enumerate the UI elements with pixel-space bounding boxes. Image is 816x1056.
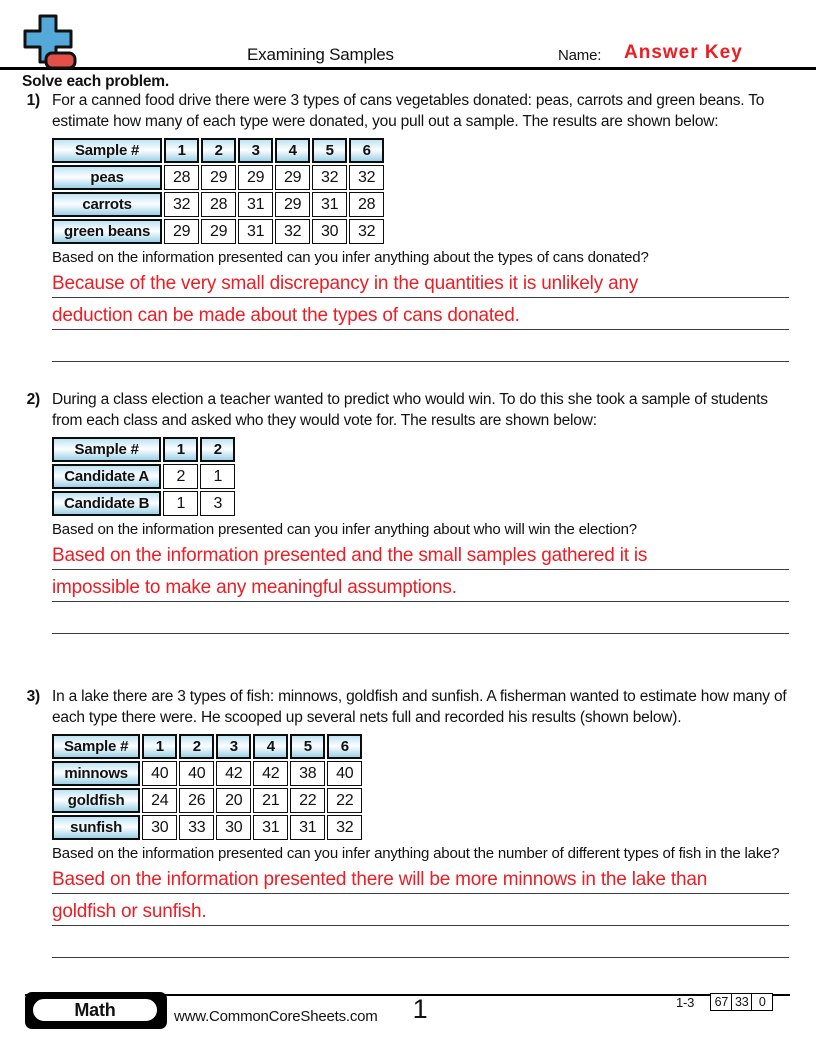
table-cell: 31 bbox=[238, 219, 273, 244]
sample-table bbox=[50, 136, 386, 246]
table-row bbox=[52, 761, 362, 786]
table-cell: 22 bbox=[327, 788, 362, 813]
table-cell: 30 bbox=[216, 815, 251, 840]
answer-line bbox=[52, 570, 789, 602]
table-column-header: 4 bbox=[253, 734, 288, 759]
table-cell: 3 bbox=[200, 491, 235, 516]
table-cell: 30 bbox=[142, 815, 177, 840]
sample-table bbox=[50, 732, 364, 842]
page-number: 1 bbox=[412, 994, 428, 1024]
score-box: 0 bbox=[751, 993, 773, 1011]
table-cell: 29 bbox=[164, 219, 199, 244]
table-cell: 38 bbox=[290, 761, 325, 786]
sample-table bbox=[50, 435, 237, 518]
table-cell: 31 bbox=[312, 192, 347, 217]
table-column-header: 2 bbox=[179, 734, 214, 759]
score-box: 67 bbox=[710, 993, 732, 1011]
minus-icon bbox=[46, 53, 75, 68]
problem-number: 3) bbox=[26, 688, 40, 705]
answer-line-blank bbox=[52, 330, 789, 362]
table-row bbox=[52, 464, 235, 489]
answer-line bbox=[52, 894, 789, 926]
table-cell: 30 bbox=[312, 219, 347, 244]
table-cell: 28 bbox=[164, 165, 199, 190]
table-cell: 33 bbox=[179, 815, 214, 840]
table-cell: 2 bbox=[163, 464, 198, 489]
answer-line bbox=[52, 298, 789, 330]
table-row-label: minnows bbox=[52, 761, 140, 786]
table-corner-header: Sample # bbox=[52, 437, 161, 462]
table-corner-header: Sample # bbox=[52, 138, 162, 163]
table-cell: 1 bbox=[163, 491, 198, 516]
table-cell: 31 bbox=[253, 815, 288, 840]
score-boxes bbox=[712, 993, 773, 1011]
table-row bbox=[52, 165, 384, 190]
problem-question: Based on the information presented can you infer anything about the number of different types of fish in the lake? bbox=[52, 845, 780, 862]
table-cell: 29 bbox=[275, 165, 310, 190]
table-cell: 40 bbox=[327, 761, 362, 786]
table-row bbox=[52, 491, 235, 516]
answer-text: Based on the information presented and the small samples gathered it is bbox=[52, 545, 648, 566]
problem-1 bbox=[0, 90, 816, 362]
sample-table-container bbox=[52, 136, 789, 246]
table-column-header: 2 bbox=[201, 138, 236, 163]
table-cell: 29 bbox=[275, 192, 310, 217]
table-cell: 32 bbox=[349, 219, 384, 244]
table-column-header: 6 bbox=[349, 138, 384, 163]
table-row-label: goldfish bbox=[52, 788, 140, 813]
table-column-header: 1 bbox=[163, 437, 198, 462]
problem-text: In a lake there are 3 types of fish: minnows, goldfish and sunfish. A fisherman wanted to estimate how many of each type there were. He scooped up several nets full and recorded his results (shown below). bbox=[52, 688, 787, 726]
table-row-label: carrots bbox=[52, 192, 162, 217]
table-column-header: 3 bbox=[216, 734, 251, 759]
table-cell: 21 bbox=[253, 788, 288, 813]
subject-label: Math bbox=[31, 997, 159, 1023]
website-link: www.CommonCoreSheets.com bbox=[174, 1008, 378, 1025]
answer-key-text: Answer Key bbox=[624, 42, 743, 63]
table-row bbox=[52, 815, 362, 840]
table-cell: 32 bbox=[275, 219, 310, 244]
table-cell: 28 bbox=[201, 192, 236, 217]
problem-body bbox=[52, 90, 789, 362]
table-cell: 32 bbox=[349, 165, 384, 190]
answer-line bbox=[52, 266, 789, 298]
problem-body bbox=[52, 686, 789, 958]
table-cell: 40 bbox=[142, 761, 177, 786]
table-column-header: 5 bbox=[312, 138, 347, 163]
problem-3 bbox=[0, 686, 816, 958]
table-cell: 28 bbox=[349, 192, 384, 217]
table-cell: 40 bbox=[179, 761, 214, 786]
table-row-label: Candidate B bbox=[52, 491, 161, 516]
table-column-header: 2 bbox=[200, 437, 235, 462]
table-cell: 29 bbox=[201, 165, 236, 190]
table-column-header: 6 bbox=[327, 734, 362, 759]
problem-body bbox=[52, 389, 789, 634]
commoncoresheets-logo-icon bbox=[20, 12, 78, 72]
sample-table-container bbox=[52, 732, 789, 842]
table-column-header: 1 bbox=[164, 138, 199, 163]
table-cell: 24 bbox=[142, 788, 177, 813]
table-cell: 32 bbox=[312, 165, 347, 190]
table-row-label: sunfish bbox=[52, 815, 140, 840]
subject-badge bbox=[25, 992, 167, 1029]
answer-line-blank bbox=[52, 926, 789, 958]
sample-table-container bbox=[52, 435, 789, 518]
table-row-label: peas bbox=[52, 165, 162, 190]
answer-line bbox=[52, 862, 789, 894]
problem-question: Based on the information presented can you infer anything about the types of cans donated? bbox=[52, 249, 649, 266]
score-box: 33 bbox=[731, 993, 753, 1011]
header-divider bbox=[0, 67, 816, 70]
answer-line bbox=[52, 538, 789, 570]
problem-number: 2) bbox=[26, 391, 40, 408]
table-cell: 42 bbox=[253, 761, 288, 786]
table-cell: 26 bbox=[179, 788, 214, 813]
problem-text: During a class election a teacher wanted to predict who would win. To do this she took a sample of students from each class and asked who they would vote for. The results are shown below: bbox=[52, 391, 768, 429]
answer-text: Because of the very small discrepancy in the quantities it is unlikely any bbox=[52, 273, 639, 294]
table-column-header: 3 bbox=[238, 138, 273, 163]
table-column-header: 5 bbox=[290, 734, 325, 759]
name-label: Name: bbox=[558, 47, 602, 64]
table-row bbox=[52, 192, 384, 217]
instructions-text: Solve each problem. bbox=[22, 73, 169, 90]
problem-range: 1-3 bbox=[676, 995, 695, 1010]
table-row-label: Candidate A bbox=[52, 464, 161, 489]
table-column-header: 1 bbox=[142, 734, 177, 759]
table-cell: 29 bbox=[238, 165, 273, 190]
page-title: Examining Samples bbox=[247, 45, 394, 64]
problem-text: For a canned food drive there were 3 types of cans vegetables donated: peas, carrots and green beans. To estimate how many of each type were donated, you pull out a sample. The results are shown below: bbox=[52, 92, 765, 130]
table-cell: 1 bbox=[200, 464, 235, 489]
table-cell: 22 bbox=[290, 788, 325, 813]
problem-number: 1) bbox=[26, 92, 40, 109]
table-row-label: green beans bbox=[52, 219, 162, 244]
answer-text: deduction can be made about the types of cans donated. bbox=[52, 305, 520, 326]
problem-question: Based on the information presented can you infer anything about who will win the election? bbox=[52, 521, 637, 538]
problem-2 bbox=[0, 389, 816, 634]
table-row bbox=[52, 219, 384, 244]
table-corner-header: Sample # bbox=[52, 734, 140, 759]
table-column-header: 4 bbox=[275, 138, 310, 163]
answer-text: goldfish or sunfish. bbox=[52, 901, 207, 922]
table-cell: 32 bbox=[327, 815, 362, 840]
page-footer bbox=[0, 992, 816, 1042]
table-cell: 42 bbox=[216, 761, 251, 786]
table-cell: 31 bbox=[290, 815, 325, 840]
answer-text: Based on the information presented there will be more minnows in the lake than bbox=[52, 869, 708, 890]
table-cell: 31 bbox=[238, 192, 273, 217]
table-row bbox=[52, 788, 362, 813]
table-cell: 29 bbox=[201, 219, 236, 244]
answer-line-blank bbox=[52, 602, 789, 634]
table-cell: 20 bbox=[216, 788, 251, 813]
table-cell: 32 bbox=[164, 192, 199, 217]
answer-text: impossible to make any meaningful assumptions. bbox=[52, 577, 457, 598]
